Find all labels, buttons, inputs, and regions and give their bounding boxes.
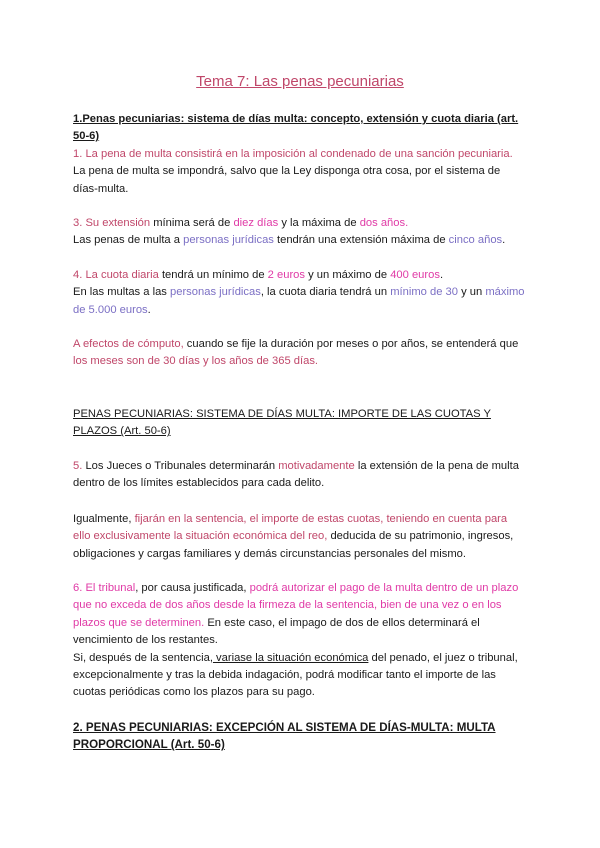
text-span: cinco años	[448, 234, 503, 247]
text-span: y un máximo de	[305, 269, 391, 281]
text-span: fijarán en la sentencia, el importe de estas cuotas, teniendo en cuenta para ello exclusivamente la situación económica del reo,	[73, 513, 508, 543]
section3-heading: 2. PENAS PECUNIARIAS: EXCEPCIÓN AL SISTEMA DE DÍAS-MULTA: MULTA PROPORCIONAL (Art. 50-6)	[73, 721, 496, 752]
text-span: Los Jueces o Tribunales determinarán	[82, 460, 279, 472]
text-span: mínimo de 30	[390, 286, 458, 299]
section2-paragraph-3	[73, 580, 525, 702]
text-span: 5.	[73, 460, 83, 472]
text-span: máximo de 5.000 euros	[73, 286, 525, 316]
text-span: motivadamente	[278, 460, 355, 472]
text-span: mínima será de	[150, 217, 234, 229]
text-span: 4. La cuota diaria	[73, 269, 159, 281]
text-span: .	[502, 234, 506, 247]
text-span: personas jurídicas	[170, 286, 261, 299]
text-span: dos años.	[359, 217, 409, 229]
text-span: .	[147, 303, 151, 316]
text-span: A efectos de cómputo,	[73, 338, 184, 350]
text-span: La pena de multa se impondrá, salvo que la Ley disponga otra cosa, por el sistema de días-multa.	[73, 165, 501, 195]
text-span: Las penas de multa a	[73, 234, 184, 247]
text-span: tendrán una extensión máxima de	[273, 234, 449, 247]
text-span: los meses son de 30 días y los años de 365 días.	[73, 355, 319, 368]
text-span: del penado, el juez o tribunal, excepcionalmente y tras la debida indagación, podrá modificar tanto el importe de las cuotas periódicas como los plazos para su pago.	[73, 651, 518, 699]
section1-paragraph-4	[73, 336, 525, 371]
text-span: 3. Su extensión	[73, 217, 151, 229]
section2-paragraph-2	[73, 511, 525, 563]
text-span: la extensión de la pena de multa dentro de los límites establecidos para cada delito.	[73, 460, 519, 490]
text-span: , por causa justificada,	[135, 582, 250, 594]
text-span: tendrá un mínimo de	[158, 269, 268, 281]
text-span: Igualmente,	[73, 513, 135, 525]
section1-paragraph-2	[73, 215, 525, 250]
text-span: podrá autorizar el pago de la multa dentro de un plazo que no exceda de dos años desde la firmeza de la sentencia, bien de una vez o en los plazos que se determinen.	[73, 582, 519, 629]
text-span: variase la situación económica	[212, 651, 369, 664]
text-span: , la cuota diaria tendrá un	[260, 286, 391, 299]
text-span: En este caso, el impago de dos de ellos determinará el vencimiento de los restantes.	[73, 616, 480, 647]
text-span: 6. El tribunal	[73, 582, 136, 594]
section1-heading: 1.Penas pecuniarias: sistema de días multa: concepto, extensión y cuota diaria (art. 50-6)	[73, 113, 519, 143]
section1-paragraph-3	[73, 267, 525, 319]
text-span: diez días	[233, 217, 279, 229]
text-span: En las multas a las	[73, 286, 171, 299]
text-span: 2 euros	[267, 269, 305, 281]
text-span: y un	[457, 286, 486, 299]
page-title: Tema 7: Las penas pecuniarias	[196, 73, 404, 90]
text-span: cuando se fije la duración por meses o por años, se entenderá que	[183, 338, 519, 350]
section1-paragraph-1	[73, 146, 525, 198]
text-span: personas jurídicas	[183, 234, 274, 247]
text-span: .	[439, 269, 444, 281]
text-span: 1. La pena de multa consistirá en la imposición al condenado de una sanción pecuniaria.	[73, 148, 513, 160]
text-span: 400 euros	[390, 269, 440, 281]
section2-heading: PENAS PECUNIARIAS: SISTEMA DE DÍAS MULTA: IMPORTE DE LAS CUOTAS Y PLAZOS (Art. 50-6)	[73, 408, 491, 438]
text-span: deducida de su patrimonio, ingresos, obligaciones y cargas familiares y demás circunstancias personales del mismo.	[73, 530, 514, 560]
text-span: y la máxima de	[278, 217, 360, 229]
text-span: Si, después de la sentencia,	[73, 651, 213, 664]
section2-paragraph-1	[73, 458, 525, 493]
